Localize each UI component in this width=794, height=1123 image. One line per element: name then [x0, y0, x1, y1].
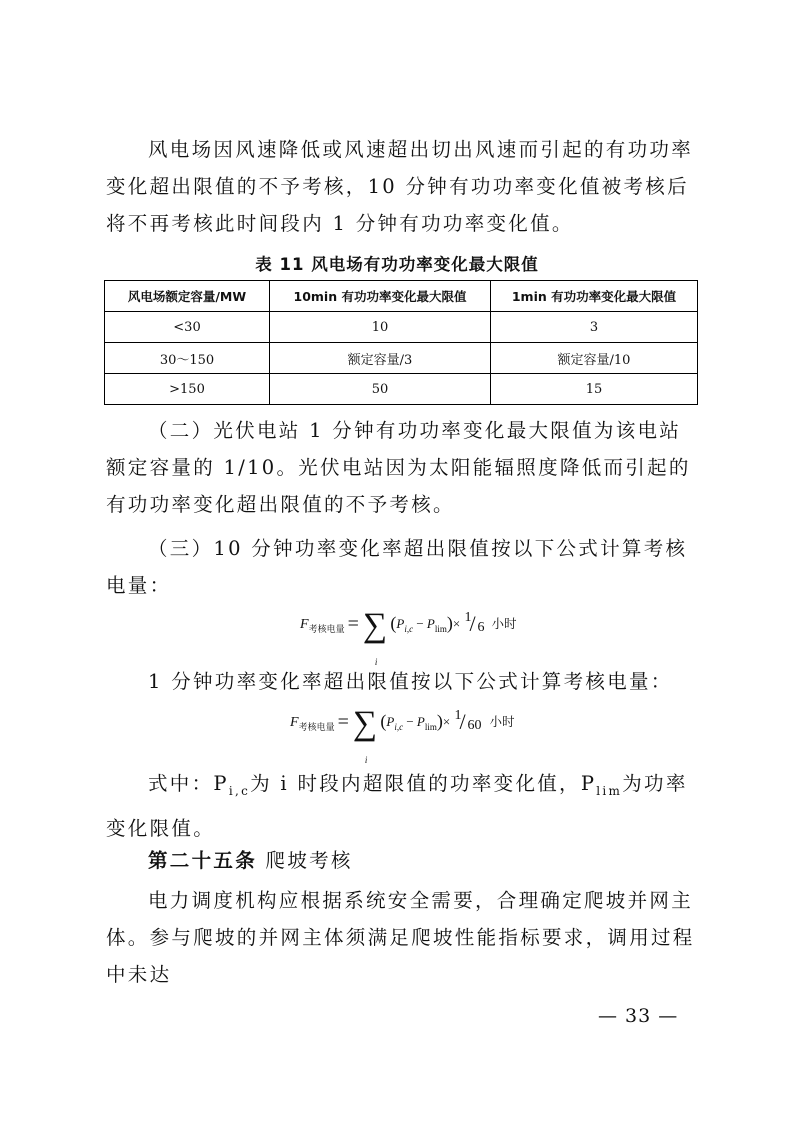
- sum-index: i: [364, 755, 368, 765]
- table-row: [105, 312, 698, 343]
- formula-minus: −: [406, 714, 414, 729]
- formula-lhs-sub: 考核电量: [308, 624, 345, 634]
- formula-p1-sub: i,c: [404, 624, 414, 634]
- formula-minus: −: [416, 616, 424, 631]
- paragraph-variable-definitions: 式中：$P_{i,c}$为 i 时段内超限值的功率变化值，$P_{lim}$为功率变化限值。: [106, 772, 688, 840]
- formula-unit: 小时: [491, 616, 517, 631]
- column-header-10min: 10min 有功功率变化最大限值: [270, 281, 491, 312]
- formula-lhs: F: [300, 617, 309, 632]
- limit-table: [104, 280, 698, 405]
- formula-fraction: 1 / 6: [464, 610, 485, 636]
- formula-p1: P: [396, 616, 405, 631]
- column-header-capacity: 风电场额定容量/MW: [105, 281, 270, 312]
- page-number: — 33 —: [598, 1005, 679, 1027]
- table-cell: 30～150: [105, 343, 270, 374]
- table-cell: 3: [491, 312, 698, 343]
- table-caption: 表 11 风电场有功功率变化最大限值: [255, 255, 539, 274]
- paragraph-ramp-assessment: 电力调度机构应根据系统安全需要，合理确定爬坡并网主体。参与爬坡的并网主体须满足爬坡性能指标要求，调用过程中未达: [106, 889, 695, 986]
- table-cell: >150: [105, 374, 270, 405]
- formula-times: ×: [452, 616, 461, 631]
- formula-p1-sub: i,c: [394, 722, 404, 732]
- formula-1min: $F_{考核电量}$ = ∑ i $(P_{i,c} - P_{lim})\times$ 1 / 60 小时: [290, 708, 514, 739]
- paragraph-pv-limit: （二）光伏电站 1 分钟有功功率变化最大限值为该电站额定容量的 1/10。光伏电站因为太阳能辐照度降低而引起的有功功率变化超出限值的不予考核。: [106, 419, 691, 516]
- formula-p2: P: [416, 714, 425, 729]
- article-number: 第二十五条: [148, 849, 258, 872]
- table-cell: 额定容量/3: [270, 343, 491, 374]
- formula-lhs: F: [290, 715, 299, 730]
- table-cell: 10: [270, 312, 491, 343]
- formula-p2: P: [426, 616, 435, 631]
- formula-fraction: 1 / 60: [454, 708, 482, 734]
- table-row: [105, 343, 698, 374]
- table-header-row: [105, 281, 698, 312]
- sum-index: i: [374, 657, 378, 667]
- sum-symbol: ∑ i: [353, 709, 377, 739]
- formula-eq: =: [347, 613, 359, 635]
- formula-eq: =: [337, 711, 349, 733]
- formula-p2-sub: lim: [424, 722, 437, 732]
- table-cell: 额定容量/10: [491, 343, 698, 374]
- table-cell: <30: [105, 312, 270, 343]
- formula-times: ×: [442, 714, 451, 729]
- formula-10min: $F_{考核电量}$ = ∑ i $(P_{i,c} - P_{lim})\times$ 1 / 6 小时: [300, 610, 516, 641]
- article-subject: 爬坡考核: [265, 849, 353, 872]
- formula-lhs-sub: 考核电量: [298, 722, 335, 732]
- table-cell: 15: [491, 374, 698, 405]
- formula-p2-sub: lim: [434, 624, 447, 634]
- paragraph-wind-exemption: 风电场因风速降低或风速超出切出风速而引起的有功功率变化超出限值的不予考核，10 分钟有功功率变化值被考核后将不再考核此时间段内 1 分钟有功功率变化值。: [106, 138, 694, 235]
- column-header-1min: 1min 有功功率变化最大限值: [491, 281, 698, 312]
- table-row: [105, 374, 698, 405]
- paragraph-1min-formula-intro: 1 分钟功率变化率超出限值按以下公式计算考核电量：: [148, 670, 673, 693]
- article-heading: [106, 842, 698, 879]
- formula-p1: P: [386, 714, 395, 729]
- paragraph-10min-formula-intro: （三）10 分钟功率变化率超出限值按以下公式计算考核电量：: [106, 537, 688, 597]
- formula-unit: 小时: [489, 714, 515, 729]
- sum-symbol: ∑ i: [363, 611, 387, 641]
- table-cell: 50: [270, 374, 491, 405]
